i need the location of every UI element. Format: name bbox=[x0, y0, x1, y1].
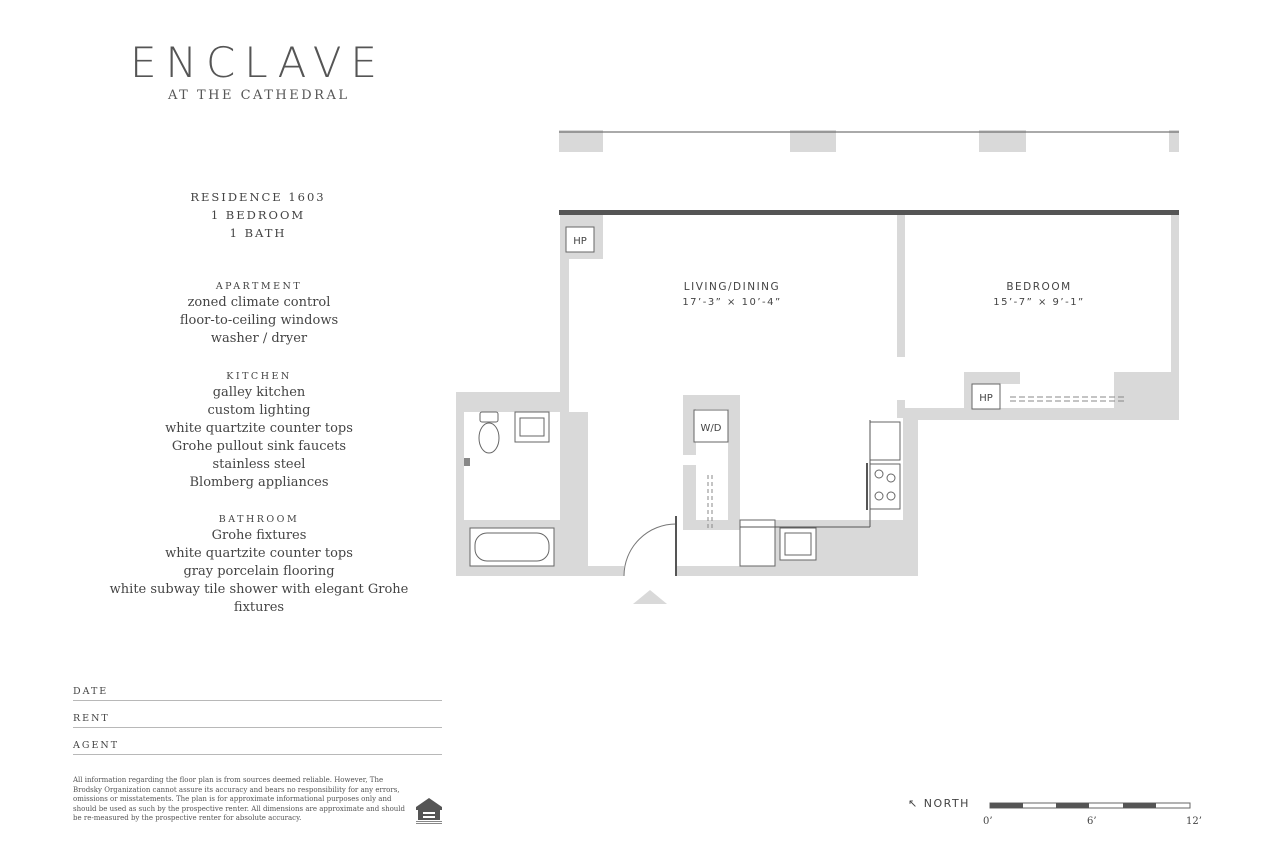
date-field[interactable] bbox=[73, 674, 442, 701]
exterior-column bbox=[979, 130, 1026, 152]
cooktop bbox=[870, 464, 900, 509]
brand-tagline: AT THE CATHEDRAL bbox=[168, 88, 350, 103]
entry-marker bbox=[633, 590, 667, 604]
feature-item: stainless steel bbox=[212, 457, 306, 472]
feature-item: white quartzite counter tops bbox=[165, 546, 353, 561]
north-label: NORTH bbox=[923, 797, 970, 810]
residence-unit: RESIDENCE 1603 bbox=[190, 190, 326, 204]
wall bbox=[897, 400, 905, 418]
feature-group-kitchen bbox=[100, 371, 418, 492]
feature-item: floor-to-ceiling windows bbox=[179, 313, 339, 328]
rent-field[interactable] bbox=[73, 701, 442, 728]
wall bbox=[456, 566, 624, 576]
living-room-dims: 17’-3” × 10’-4” bbox=[682, 297, 782, 308]
wd-label: W/D bbox=[700, 423, 722, 434]
living-room-label: LIVING/DINING bbox=[683, 281, 781, 293]
wall bbox=[728, 395, 740, 530]
feature-heading: BATHROOM bbox=[218, 514, 300, 525]
wall bbox=[569, 412, 588, 465]
agent-field[interactable] bbox=[73, 728, 442, 755]
scale-label-mid: 6’ bbox=[1087, 816, 1097, 827]
feature-item: custom lighting bbox=[207, 403, 311, 418]
feature-heading: KITCHEN bbox=[226, 371, 292, 382]
wall bbox=[1171, 212, 1179, 420]
wall bbox=[903, 412, 918, 576]
date-label: DATE bbox=[73, 686, 109, 697]
residence-baths: 1 BATH bbox=[229, 226, 287, 240]
agent-label: AGENT bbox=[73, 740, 120, 751]
feature-item: zoned climate control bbox=[187, 295, 331, 310]
scale-label-max: 12’ bbox=[1186, 816, 1202, 827]
exterior-column bbox=[790, 130, 836, 152]
wall bbox=[456, 392, 566, 412]
feature-item: Grohe pullout sink faucets bbox=[171, 439, 347, 454]
north-indicator bbox=[908, 797, 970, 810]
feature-item: Blomberg appliances bbox=[189, 475, 329, 490]
residence-bedrooms: 1 BEDROOM bbox=[210, 208, 306, 222]
bedroom-label: BEDROOM bbox=[1006, 281, 1072, 293]
wall bbox=[897, 212, 905, 357]
rent-label: RENT bbox=[73, 713, 110, 724]
feature-heading: APARTMENT bbox=[215, 281, 303, 292]
scale-label-zero: 0’ bbox=[983, 816, 993, 827]
feature-group-apartment bbox=[100, 281, 418, 348]
feature-item: white subway tile shower with elegant Grohe fixtures bbox=[109, 582, 409, 615]
feature-item: galley kitchen bbox=[212, 385, 306, 400]
feature-item: washer / dryer bbox=[210, 331, 308, 346]
disclaimer-text: All information regarding the floor plan is from sources deemed reliable. However, The Brodsky Organization cannot assure its accuracy and bears no responsibility for any errors, omissions or misstatements. The plan is for approximate informational purposes only and should be used as such by the prospective renter. All dimensions are approximate and should be re-measured by the prospective renter for absolute accuracy. bbox=[73, 776, 406, 822]
exterior-column bbox=[1169, 130, 1179, 152]
window-wall bbox=[559, 210, 1179, 215]
exterior-column bbox=[559, 130, 603, 152]
feature-item: Grohe fixtures bbox=[211, 528, 307, 543]
floor-plan bbox=[450, 120, 1190, 620]
refrigerator bbox=[870, 422, 900, 460]
wall bbox=[1114, 372, 1179, 420]
feature-item: white quartzite counter tops bbox=[165, 421, 353, 436]
feature-item: gray porcelain flooring bbox=[183, 564, 335, 579]
equal-housing-icon bbox=[414, 796, 444, 826]
scale-bar bbox=[988, 800, 1194, 812]
hp-label: HP bbox=[979, 393, 993, 404]
bedroom-dims: 15’-7” × 9’-1” bbox=[993, 297, 1085, 308]
hp-label: HP bbox=[573, 236, 587, 247]
residence-info bbox=[130, 188, 386, 242]
brand-title: ENCLAVE bbox=[130, 38, 386, 87]
feature-group-bathroom bbox=[100, 514, 418, 617]
north-arrow-icon: ↖ bbox=[908, 797, 919, 810]
toilet-tank bbox=[480, 412, 498, 422]
toilet-bowl bbox=[479, 423, 499, 453]
